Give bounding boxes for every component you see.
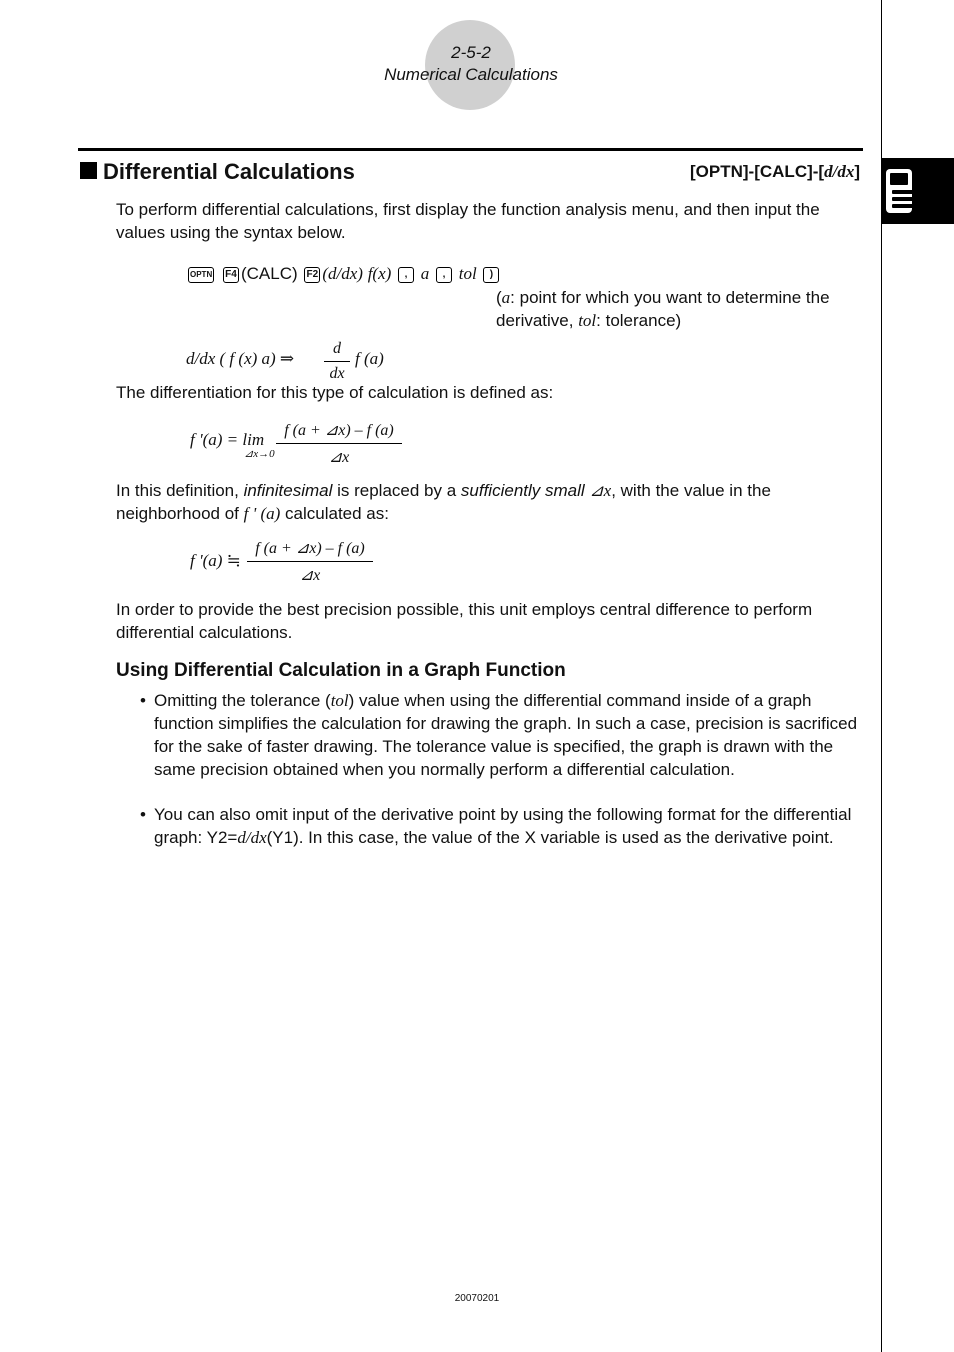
formula-limit-fraction: f (a + ⊿x) – f (a) ⊿x xyxy=(276,420,402,467)
intro-paragraph: To perform differential calculations, first display the function analysis menu, and then input the values using the syntax below. xyxy=(116,200,820,242)
key-sequence: OPTN F4 (CALC) F2 (d/dx) f(x) , a , tol ) xyxy=(186,263,501,285)
definition-intro: The differentiation for this type of calculation is defined as: xyxy=(116,383,554,402)
f4-key: F4 xyxy=(223,267,239,283)
section-rule xyxy=(78,148,863,151)
section-title: Differential Calculations xyxy=(103,159,355,184)
section-marker-icon xyxy=(80,162,97,179)
formula-limit-lhs: f '(a) = lim xyxy=(190,430,265,449)
formula-ddx-lhs: d/dx ( f (x) a) ⇒ xyxy=(186,349,295,368)
close-paren-key: ) xyxy=(483,267,499,283)
list-item: • You can also omit input of the derivative point by using the following format for the differential graph: Y2=d/dx(Y1). In this case, the value of the X variable is used as the derivative point. xyxy=(140,805,852,847)
subsection-title: Using Differential Calculation in a Graph Function xyxy=(116,660,566,681)
definition-paragraph: In this definition, infinitesimal is replaced by a sufficiently small ⊿x, with the value in the neighborhood of f ' (a) calculated as: xyxy=(116,481,771,523)
formula-limit-sub: ⊿x→0 xyxy=(244,448,275,460)
formula-ddx-rhs: f (a) xyxy=(355,349,384,368)
menu-path: [OPTN]-[CALC]-[d/dx] xyxy=(690,162,860,181)
page-number: 2-5-2 xyxy=(451,43,491,62)
calculator-icon xyxy=(886,169,912,213)
syntax-note: (a: point for which you want to determine the derivative, tol: tolerance) xyxy=(496,288,830,330)
chapter-title: Numerical Calculations xyxy=(384,65,558,84)
footer-code: 20070201 xyxy=(454,1293,500,1304)
formula-approx-lhs: f '(a) ≒ xyxy=(190,551,241,570)
list-item: • Omitting the tolerance (tol) value when using the differential command inside of a graph function simplifies the calculation for drawing the graph. In such a case, precision is sacrificed for the sake of faster drawing. The tolerance value is specified, the graph is drawn with the same precision obtained when you normally perform a differential calculation. xyxy=(140,691,858,779)
formula-approx-fraction: f (a + ⊿x) – f (a) ⊿x xyxy=(247,538,373,585)
comma-key: , xyxy=(436,267,452,283)
comma-key: , xyxy=(398,267,414,283)
f2-key: F2 xyxy=(304,267,320,283)
precision-paragraph: In order to provide the best precision possible, this unit employs central difference to perform differential calculations. xyxy=(116,600,813,642)
formula-ddx-fraction: d dx xyxy=(324,340,350,383)
optn-key: OPTN xyxy=(188,267,214,283)
